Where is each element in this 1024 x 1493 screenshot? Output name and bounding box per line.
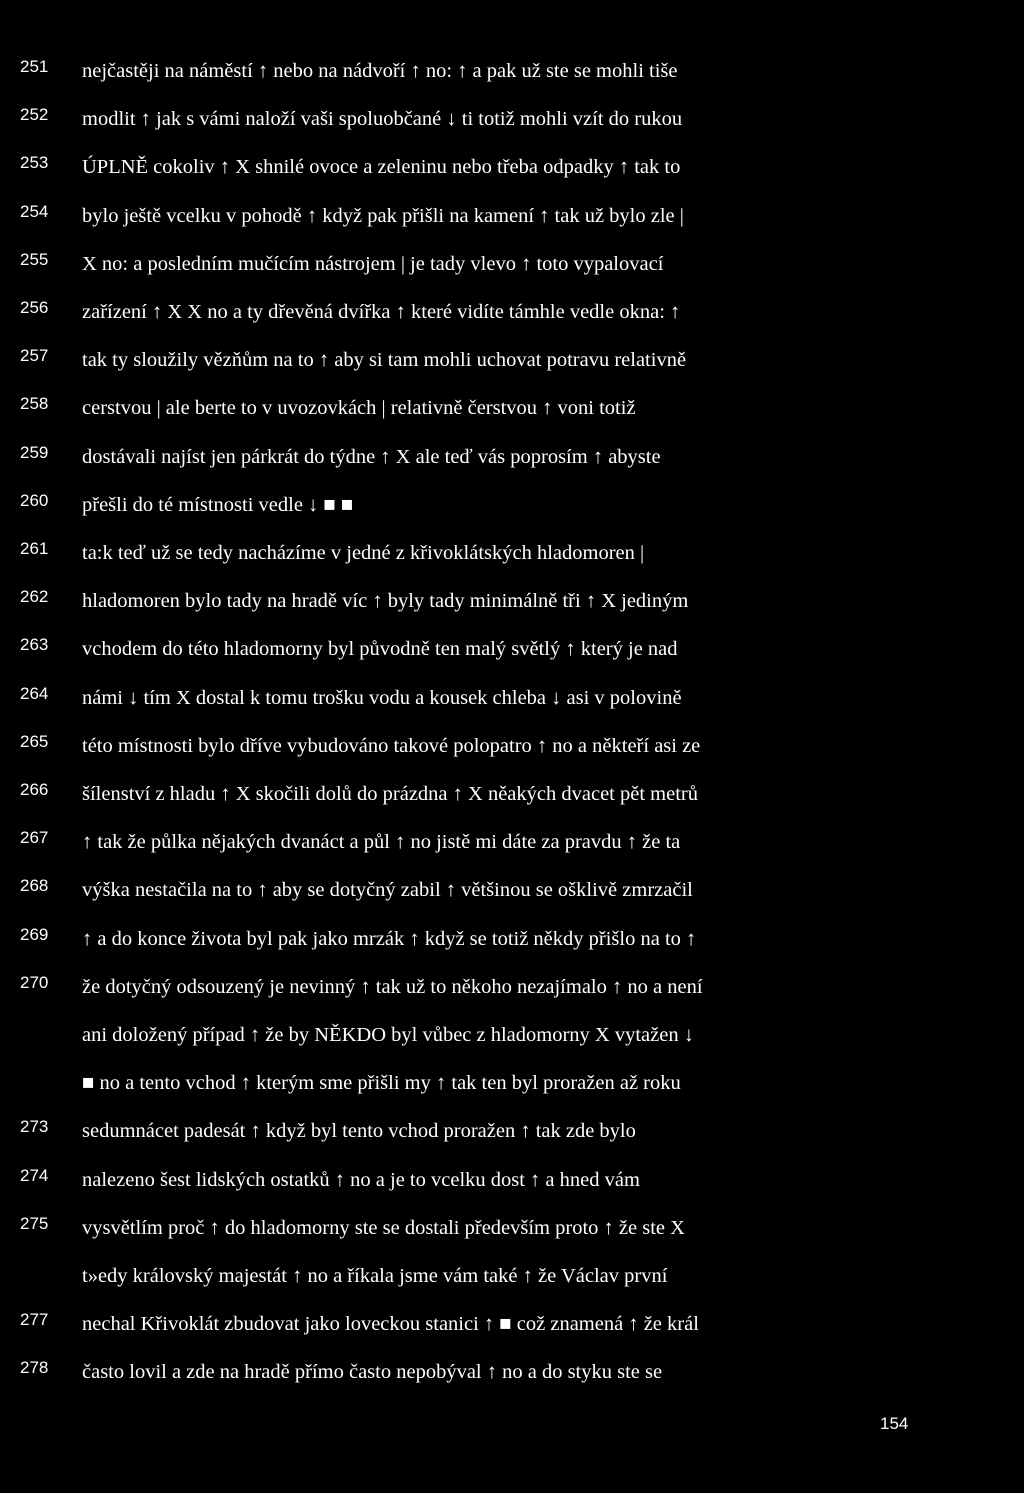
line-number: 268 [20,876,49,896]
transcript-line [0,827,1024,867]
line-number: 264 [20,683,49,703]
line-text: ani doložený případ ↑ že by NĚKDO byl vůbec z hladomorny X vytažen ↓ [82,1024,694,1046]
line-number: 267 [20,828,49,848]
transcript-line [0,731,1024,771]
line-number: 269 [20,924,49,944]
line-text: často lovil a zde na hradě přímo často nepobýval ↑ no a do styku ste se [82,1361,663,1384]
line-text: dostávali najíst jen párkrát do týdne ↑ X ale teď vás poprosím ↑ abyste [82,445,661,468]
line-text: nalezeno šest lidských ostatků ↑ no a je to vcelku dost ↑ a hned vám [82,1168,640,1191]
transcript-line [0,1068,1024,1108]
line-text: cerstvou | ale berte to v uvozovkách | relativně čerstvou ↑ voni totiž [82,397,636,420]
line-number: 274 [20,1165,49,1185]
line-text: námi ↓ tím X dostal k tomu trošku vodu a kousek chleba ↓ asi v polovině [82,686,682,709]
line-number: 265 [20,731,49,751]
line-text: modlit ↑ jak s vámi naloží vaši spoluobčané ↓ ti totiž mohli vzít do rukou [82,108,683,131]
line-text: vysvětlím proč ↑ do hladomorny ste se dostali především proto ↑ že ste X [82,1216,685,1239]
line-number: 266 [20,780,49,799]
line-text: ↑ a do konce života byl pak jako mrzák ↑ když se totiž někdy přišlo na to ↑ [82,927,697,950]
line-text: ↑ tak že půlka nějakých dvanáct a půl ↑ no jistě mi dáte za pravdu ↑ že ta [82,831,681,854]
transcript-line [0,104,1024,144]
line-number: 252 [20,105,49,125]
line-number: 277 [20,1310,49,1330]
line-number: 259 [20,442,49,462]
line-number: 254 [20,201,49,221]
transcript-line [0,538,1024,578]
transcript-line [0,297,1024,337]
line-number: 273 [20,1117,49,1137]
line-text: X no: a posledním mučícím nástrojem | je tady vlevo ↑ toto vypalovací [82,252,664,275]
line-number: 253 [20,153,49,173]
line-number: 263 [20,635,49,655]
transcript-line [0,586,1024,626]
line-number: 256 [20,298,49,317]
line-number: 261 [20,539,49,558]
transcript-line [0,56,1024,96]
transcript-line [0,875,1024,915]
transcript-line [0,1165,1024,1205]
line-number: 270 [20,972,49,992]
line-text: šílenství z hladu ↑ X skočili dolů do prázdna ↑ X něakých dvacet pět metrů [82,783,698,805]
line-number: 258 [20,394,49,414]
transcript-line [0,779,1024,819]
transcript-line [0,1020,1024,1060]
line-text: výška nestačila na to ↑ aby se dotyčný zabil ↑ většinou se ošklivě zmrzačil [82,879,693,902]
line-text: zařízení ↑ X X no a ty dřevěná dvířka ↑ které vidíte támhle vedle okna: ↑ [82,301,681,323]
line-text: přešli do té místnosti vedle ↓ ■ ■ [82,493,354,516]
line-text: této místnosti bylo dříve vybudováno takové polopatro ↑ no a někteří asi ze [82,734,701,757]
line-text: t»edy královský majestát ↑ no a říkala jsme vám také ↑ že Václav první [82,1265,668,1287]
line-text: vchodem do této hladomorny byl původně ten malý světlý ↑ který je nad [82,638,678,661]
line-number: 275 [20,1213,49,1233]
line-number: 255 [20,249,49,269]
transcript-line [0,490,1024,530]
transcript-line [0,1116,1024,1156]
line-text: že dotyčný odsouzený je nevinný ↑ tak už to někoho nezajímalo ↑ no a není [82,975,703,998]
line-text: ÚPLNĚ cokoliv ↑ X shnilé ovoce a zeleninu nebo třeba odpadky ↑ tak to [82,156,681,179]
transcript-line [0,924,1024,964]
line-text: ■ no a tento vchod ↑ kterým sme přišli my ↑ tak ten byl proražen až roku [82,1072,681,1095]
line-text: hladomoren bylo tady na hradě víc ↑ byly tady minimálně tři ↑ X jediným [82,590,689,613]
transcript-line [0,1309,1024,1349]
transcript-line [0,201,1024,241]
line-text: sedumnácet padesát ↑ když byl tento vchod proražen ↑ tak zde bylo [82,1120,636,1143]
line-number: 260 [20,490,49,510]
transcript-line [0,1261,1024,1301]
transcript-line [0,1213,1024,1253]
line-number: 251 [20,57,49,76]
transcript-line [0,152,1024,192]
line-number: 278 [20,1358,49,1378]
line-text: bylo ještě vcelku v pohodě ↑ když pak přišli na kamení ↑ tak už bylo zle | [82,204,684,227]
transcript-line [0,249,1024,289]
transcript-line [0,683,1024,723]
transcript-line [0,1357,1024,1397]
line-text: nejčastěji na náměstí ↑ nebo na nádvoří ↑ no: ↑ a pak už ste se mohli tiše [82,60,678,82]
line-number: 257 [20,346,49,366]
line-text: ta:k teď už se tedy nacházíme v jedné z křivoklátských hladomoren | [82,542,645,564]
transcript-line [0,972,1024,1012]
line-number: 262 [20,587,49,607]
transcript-line [0,442,1024,482]
page-number: 154 [880,1414,909,1433]
line-text: nechal Křivoklát zbudovat jako loveckou stanici ↑ ■ což znamená ↑ že král [82,1313,699,1336]
line-text: tak ty sloužily vězňům na to ↑ aby si tam mohli uchovat potravu relativně [82,349,687,372]
transcript-line [0,345,1024,385]
transcript-line [0,393,1024,433]
transcript-line [0,634,1024,674]
